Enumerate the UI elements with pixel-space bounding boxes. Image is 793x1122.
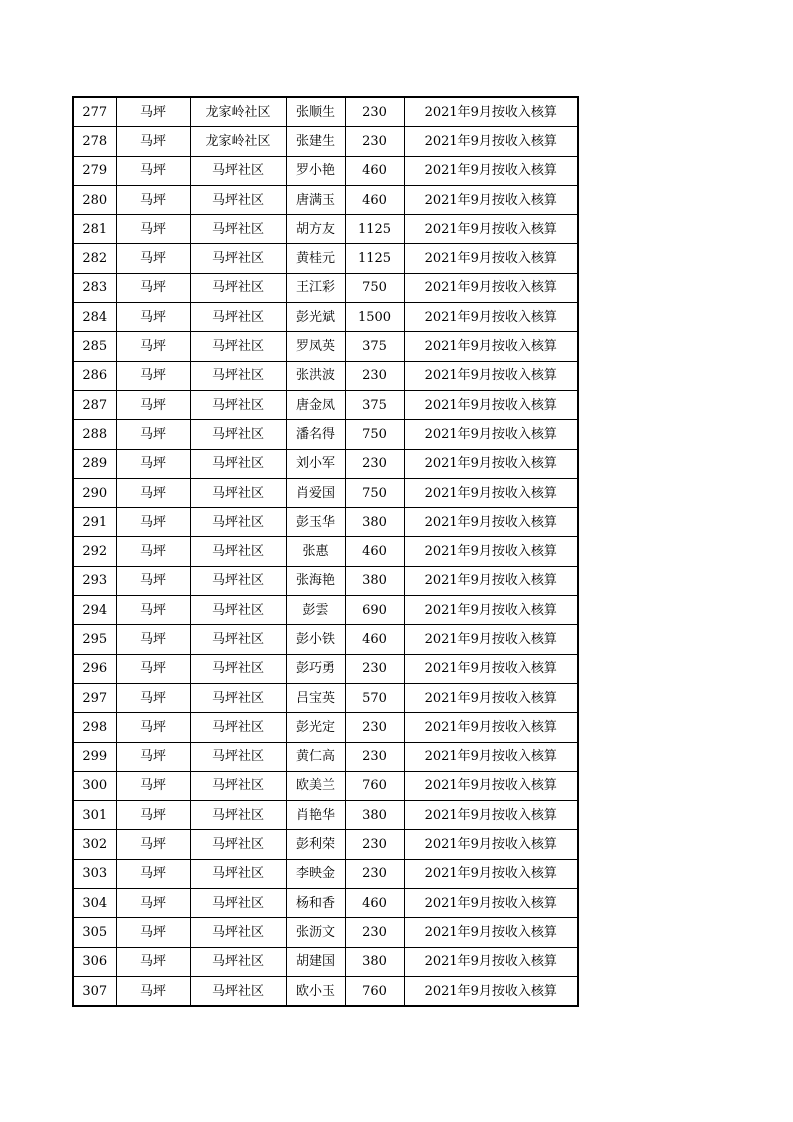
community-cell: 马坪社区 (190, 596, 286, 625)
table-row (73, 654, 578, 683)
table-row (73, 449, 578, 478)
table-row (73, 771, 578, 800)
community-cell: 马坪社区 (190, 215, 286, 244)
table-row (73, 713, 578, 742)
name-cell: 欧美兰 (286, 771, 345, 800)
row-number-cell: 304 (73, 889, 116, 918)
name-cell: 欧小玉 (286, 976, 345, 1006)
community-cell: 马坪社区 (190, 801, 286, 830)
row-number-cell: 296 (73, 654, 116, 683)
note-cell: 2021年9月按收入核算 (404, 771, 578, 800)
row-number-cell: 295 (73, 625, 116, 654)
community-cell: 马坪社区 (190, 918, 286, 947)
town-cell: 马坪 (116, 420, 190, 449)
amount-cell: 380 (345, 801, 404, 830)
row-number-cell: 284 (73, 303, 116, 332)
community-cell: 马坪社区 (190, 303, 286, 332)
row-number-cell: 280 (73, 185, 116, 214)
name-cell: 张顺生 (286, 97, 345, 127)
name-cell: 肖艳华 (286, 801, 345, 830)
community-cell: 马坪社区 (190, 273, 286, 302)
note-cell: 2021年9月按收入核算 (404, 596, 578, 625)
name-cell: 杨和香 (286, 889, 345, 918)
row-number-cell: 279 (73, 156, 116, 185)
note-cell: 2021年9月按收入核算 (404, 742, 578, 771)
row-number-cell: 277 (73, 97, 116, 127)
amount-cell: 230 (345, 654, 404, 683)
town-cell: 马坪 (116, 244, 190, 273)
name-cell: 彭巧勇 (286, 654, 345, 683)
town-cell: 马坪 (116, 713, 190, 742)
table-row (73, 244, 578, 273)
row-number-cell: 303 (73, 859, 116, 888)
row-number-cell: 305 (73, 918, 116, 947)
amount-cell: 375 (345, 332, 404, 361)
note-cell: 2021年9月按收入核算 (404, 859, 578, 888)
row-number-cell: 298 (73, 713, 116, 742)
table-row (73, 508, 578, 537)
town-cell: 马坪 (116, 390, 190, 419)
town-cell: 马坪 (116, 478, 190, 507)
row-number-cell: 300 (73, 771, 116, 800)
town-cell: 马坪 (116, 889, 190, 918)
note-cell: 2021年9月按收入核算 (404, 156, 578, 185)
row-number-cell: 289 (73, 449, 116, 478)
name-cell: 张洪波 (286, 361, 345, 390)
table-row (73, 683, 578, 712)
row-number-cell: 287 (73, 390, 116, 419)
amount-cell: 460 (345, 537, 404, 566)
name-cell: 张建生 (286, 127, 345, 156)
note-cell: 2021年9月按收入核算 (404, 830, 578, 859)
amount-cell: 460 (345, 185, 404, 214)
community-cell: 马坪社区 (190, 859, 286, 888)
town-cell: 马坪 (116, 303, 190, 332)
amount-cell: 1500 (345, 303, 404, 332)
community-cell: 马坪社区 (190, 683, 286, 712)
amount-cell: 230 (345, 97, 404, 127)
table-row (73, 918, 578, 947)
note-cell: 2021年9月按收入核算 (404, 303, 578, 332)
row-number-cell: 283 (73, 273, 116, 302)
table-row (73, 830, 578, 859)
note-cell: 2021年9月按收入核算 (404, 713, 578, 742)
name-cell: 罗凤英 (286, 332, 345, 361)
amount-cell: 690 (345, 596, 404, 625)
town-cell: 马坪 (116, 127, 190, 156)
note-cell: 2021年9月按收入核算 (404, 244, 578, 273)
table-row (73, 303, 578, 332)
community-cell: 马坪社区 (190, 625, 286, 654)
community-cell: 马坪社区 (190, 947, 286, 976)
note-cell: 2021年9月按收入核算 (404, 215, 578, 244)
table-row (73, 390, 578, 419)
note-cell: 2021年9月按收入核算 (404, 478, 578, 507)
name-cell: 王江彩 (286, 273, 345, 302)
town-cell: 马坪 (116, 185, 190, 214)
name-cell: 彭玉华 (286, 508, 345, 537)
community-cell: 马坪社区 (190, 478, 286, 507)
town-cell: 马坪 (116, 859, 190, 888)
note-cell: 2021年9月按收入核算 (404, 683, 578, 712)
amount-cell: 760 (345, 771, 404, 800)
row-number-cell: 302 (73, 830, 116, 859)
note-cell: 2021年9月按收入核算 (404, 273, 578, 302)
note-cell: 2021年9月按收入核算 (404, 625, 578, 654)
table-row (73, 478, 578, 507)
town-cell: 马坪 (116, 156, 190, 185)
amount-cell: 570 (345, 683, 404, 712)
name-cell: 李映金 (286, 859, 345, 888)
town-cell: 马坪 (116, 947, 190, 976)
community-cell: 马坪社区 (190, 742, 286, 771)
name-cell: 罗小艳 (286, 156, 345, 185)
town-cell: 马坪 (116, 683, 190, 712)
amount-cell: 750 (345, 478, 404, 507)
name-cell: 张沥文 (286, 918, 345, 947)
amount-cell: 230 (345, 361, 404, 390)
amount-cell: 750 (345, 420, 404, 449)
community-cell: 马坪社区 (190, 713, 286, 742)
community-cell: 马坪社区 (190, 390, 286, 419)
note-cell: 2021年9月按收入核算 (404, 449, 578, 478)
note-cell: 2021年9月按收入核算 (404, 801, 578, 830)
town-cell: 马坪 (116, 801, 190, 830)
table-row (73, 947, 578, 976)
row-number-cell: 297 (73, 683, 116, 712)
name-cell: 彭光斌 (286, 303, 345, 332)
row-number-cell: 293 (73, 566, 116, 595)
table-row (73, 332, 578, 361)
community-cell: 马坪社区 (190, 566, 286, 595)
amount-cell: 375 (345, 390, 404, 419)
community-cell: 马坪社区 (190, 830, 286, 859)
amount-cell: 460 (345, 889, 404, 918)
note-cell: 2021年9月按收入核算 (404, 97, 578, 127)
community-cell: 马坪社区 (190, 889, 286, 918)
table-row (73, 976, 578, 1006)
note-cell: 2021年9月按收入核算 (404, 420, 578, 449)
community-cell: 马坪社区 (190, 332, 286, 361)
table-row (73, 889, 578, 918)
town-cell: 马坪 (116, 97, 190, 127)
community-cell: 马坪社区 (190, 449, 286, 478)
amount-cell: 760 (345, 976, 404, 1006)
community-cell: 马坪社区 (190, 976, 286, 1006)
name-cell: 唐金凤 (286, 390, 345, 419)
row-number-cell: 301 (73, 801, 116, 830)
note-cell: 2021年9月按收入核算 (404, 127, 578, 156)
amount-cell: 1125 (345, 215, 404, 244)
table-row (73, 625, 578, 654)
name-cell: 彭利荣 (286, 830, 345, 859)
amount-cell: 380 (345, 566, 404, 595)
amount-cell: 230 (345, 830, 404, 859)
note-cell: 2021年9月按收入核算 (404, 976, 578, 1006)
data-table (72, 96, 579, 1007)
town-cell: 马坪 (116, 625, 190, 654)
town-cell: 马坪 (116, 742, 190, 771)
community-cell: 马坪社区 (190, 420, 286, 449)
amount-cell: 1125 (345, 244, 404, 273)
row-number-cell: 299 (73, 742, 116, 771)
name-cell: 彭小铁 (286, 625, 345, 654)
row-number-cell: 282 (73, 244, 116, 273)
table-row (73, 596, 578, 625)
town-cell: 马坪 (116, 332, 190, 361)
amount-cell: 230 (345, 127, 404, 156)
row-number-cell: 307 (73, 976, 116, 1006)
name-cell: 潘名得 (286, 420, 345, 449)
town-cell: 马坪 (116, 976, 190, 1006)
name-cell: 吕宝英 (286, 683, 345, 712)
row-number-cell: 286 (73, 361, 116, 390)
amount-cell: 460 (345, 156, 404, 185)
note-cell: 2021年9月按收入核算 (404, 654, 578, 683)
amount-cell: 230 (345, 449, 404, 478)
name-cell: 黄仁高 (286, 742, 345, 771)
town-cell: 马坪 (116, 596, 190, 625)
amount-cell: 230 (345, 859, 404, 888)
row-number-cell: 290 (73, 478, 116, 507)
amount-cell: 380 (345, 947, 404, 976)
town-cell: 马坪 (116, 537, 190, 566)
town-cell: 马坪 (116, 830, 190, 859)
note-cell: 2021年9月按收入核算 (404, 537, 578, 566)
table-row (73, 156, 578, 185)
table-row (73, 859, 578, 888)
note-cell: 2021年9月按收入核算 (404, 947, 578, 976)
table-row (73, 273, 578, 302)
community-cell: 马坪社区 (190, 361, 286, 390)
name-cell: 肖爱国 (286, 478, 345, 507)
amount-cell: 750 (345, 273, 404, 302)
name-cell: 彭雲 (286, 596, 345, 625)
town-cell: 马坪 (116, 566, 190, 595)
name-cell: 黄桂元 (286, 244, 345, 273)
town-cell: 马坪 (116, 215, 190, 244)
note-cell: 2021年9月按收入核算 (404, 332, 578, 361)
table-row (73, 361, 578, 390)
name-cell: 刘小军 (286, 449, 345, 478)
community-cell: 马坪社区 (190, 771, 286, 800)
amount-cell: 230 (345, 918, 404, 947)
table-row (73, 185, 578, 214)
community-cell: 马坪社区 (190, 244, 286, 273)
town-cell: 马坪 (116, 771, 190, 800)
community-cell: 马坪社区 (190, 185, 286, 214)
table-row (73, 801, 578, 830)
town-cell: 马坪 (116, 508, 190, 537)
town-cell: 马坪 (116, 654, 190, 683)
table-row (73, 215, 578, 244)
row-number-cell: 292 (73, 537, 116, 566)
row-number-cell: 281 (73, 215, 116, 244)
table-row (73, 537, 578, 566)
table-body (73, 97, 578, 1006)
amount-cell: 460 (345, 625, 404, 654)
table-row (73, 420, 578, 449)
table-row (73, 566, 578, 595)
note-cell: 2021年9月按收入核算 (404, 918, 578, 947)
note-cell: 2021年9月按收入核算 (404, 185, 578, 214)
community-cell: 龙家岭社区 (190, 97, 286, 127)
note-cell: 2021年9月按收入核算 (404, 566, 578, 595)
note-cell: 2021年9月按收入核算 (404, 390, 578, 419)
community-cell: 马坪社区 (190, 156, 286, 185)
town-cell: 马坪 (116, 361, 190, 390)
row-number-cell: 278 (73, 127, 116, 156)
name-cell: 唐满玉 (286, 185, 345, 214)
community-cell: 马坪社区 (190, 537, 286, 566)
amount-cell: 380 (345, 508, 404, 537)
row-number-cell: 291 (73, 508, 116, 537)
amount-cell: 230 (345, 742, 404, 771)
name-cell: 张海艳 (286, 566, 345, 595)
name-cell: 胡建国 (286, 947, 345, 976)
row-number-cell: 285 (73, 332, 116, 361)
note-cell: 2021年9月按收入核算 (404, 361, 578, 390)
community-cell: 马坪社区 (190, 508, 286, 537)
town-cell: 马坪 (116, 273, 190, 302)
row-number-cell: 294 (73, 596, 116, 625)
table-row (73, 742, 578, 771)
community-cell: 马坪社区 (190, 654, 286, 683)
community-cell: 龙家岭社区 (190, 127, 286, 156)
row-number-cell: 288 (73, 420, 116, 449)
name-cell: 彭光定 (286, 713, 345, 742)
note-cell: 2021年9月按收入核算 (404, 508, 578, 537)
town-cell: 马坪 (116, 918, 190, 947)
table-row (73, 127, 578, 156)
table-row (73, 97, 578, 127)
name-cell: 胡方友 (286, 215, 345, 244)
note-cell: 2021年9月按收入核算 (404, 889, 578, 918)
name-cell: 张惠 (286, 537, 345, 566)
amount-cell: 230 (345, 713, 404, 742)
town-cell: 马坪 (116, 449, 190, 478)
row-number-cell: 306 (73, 947, 116, 976)
